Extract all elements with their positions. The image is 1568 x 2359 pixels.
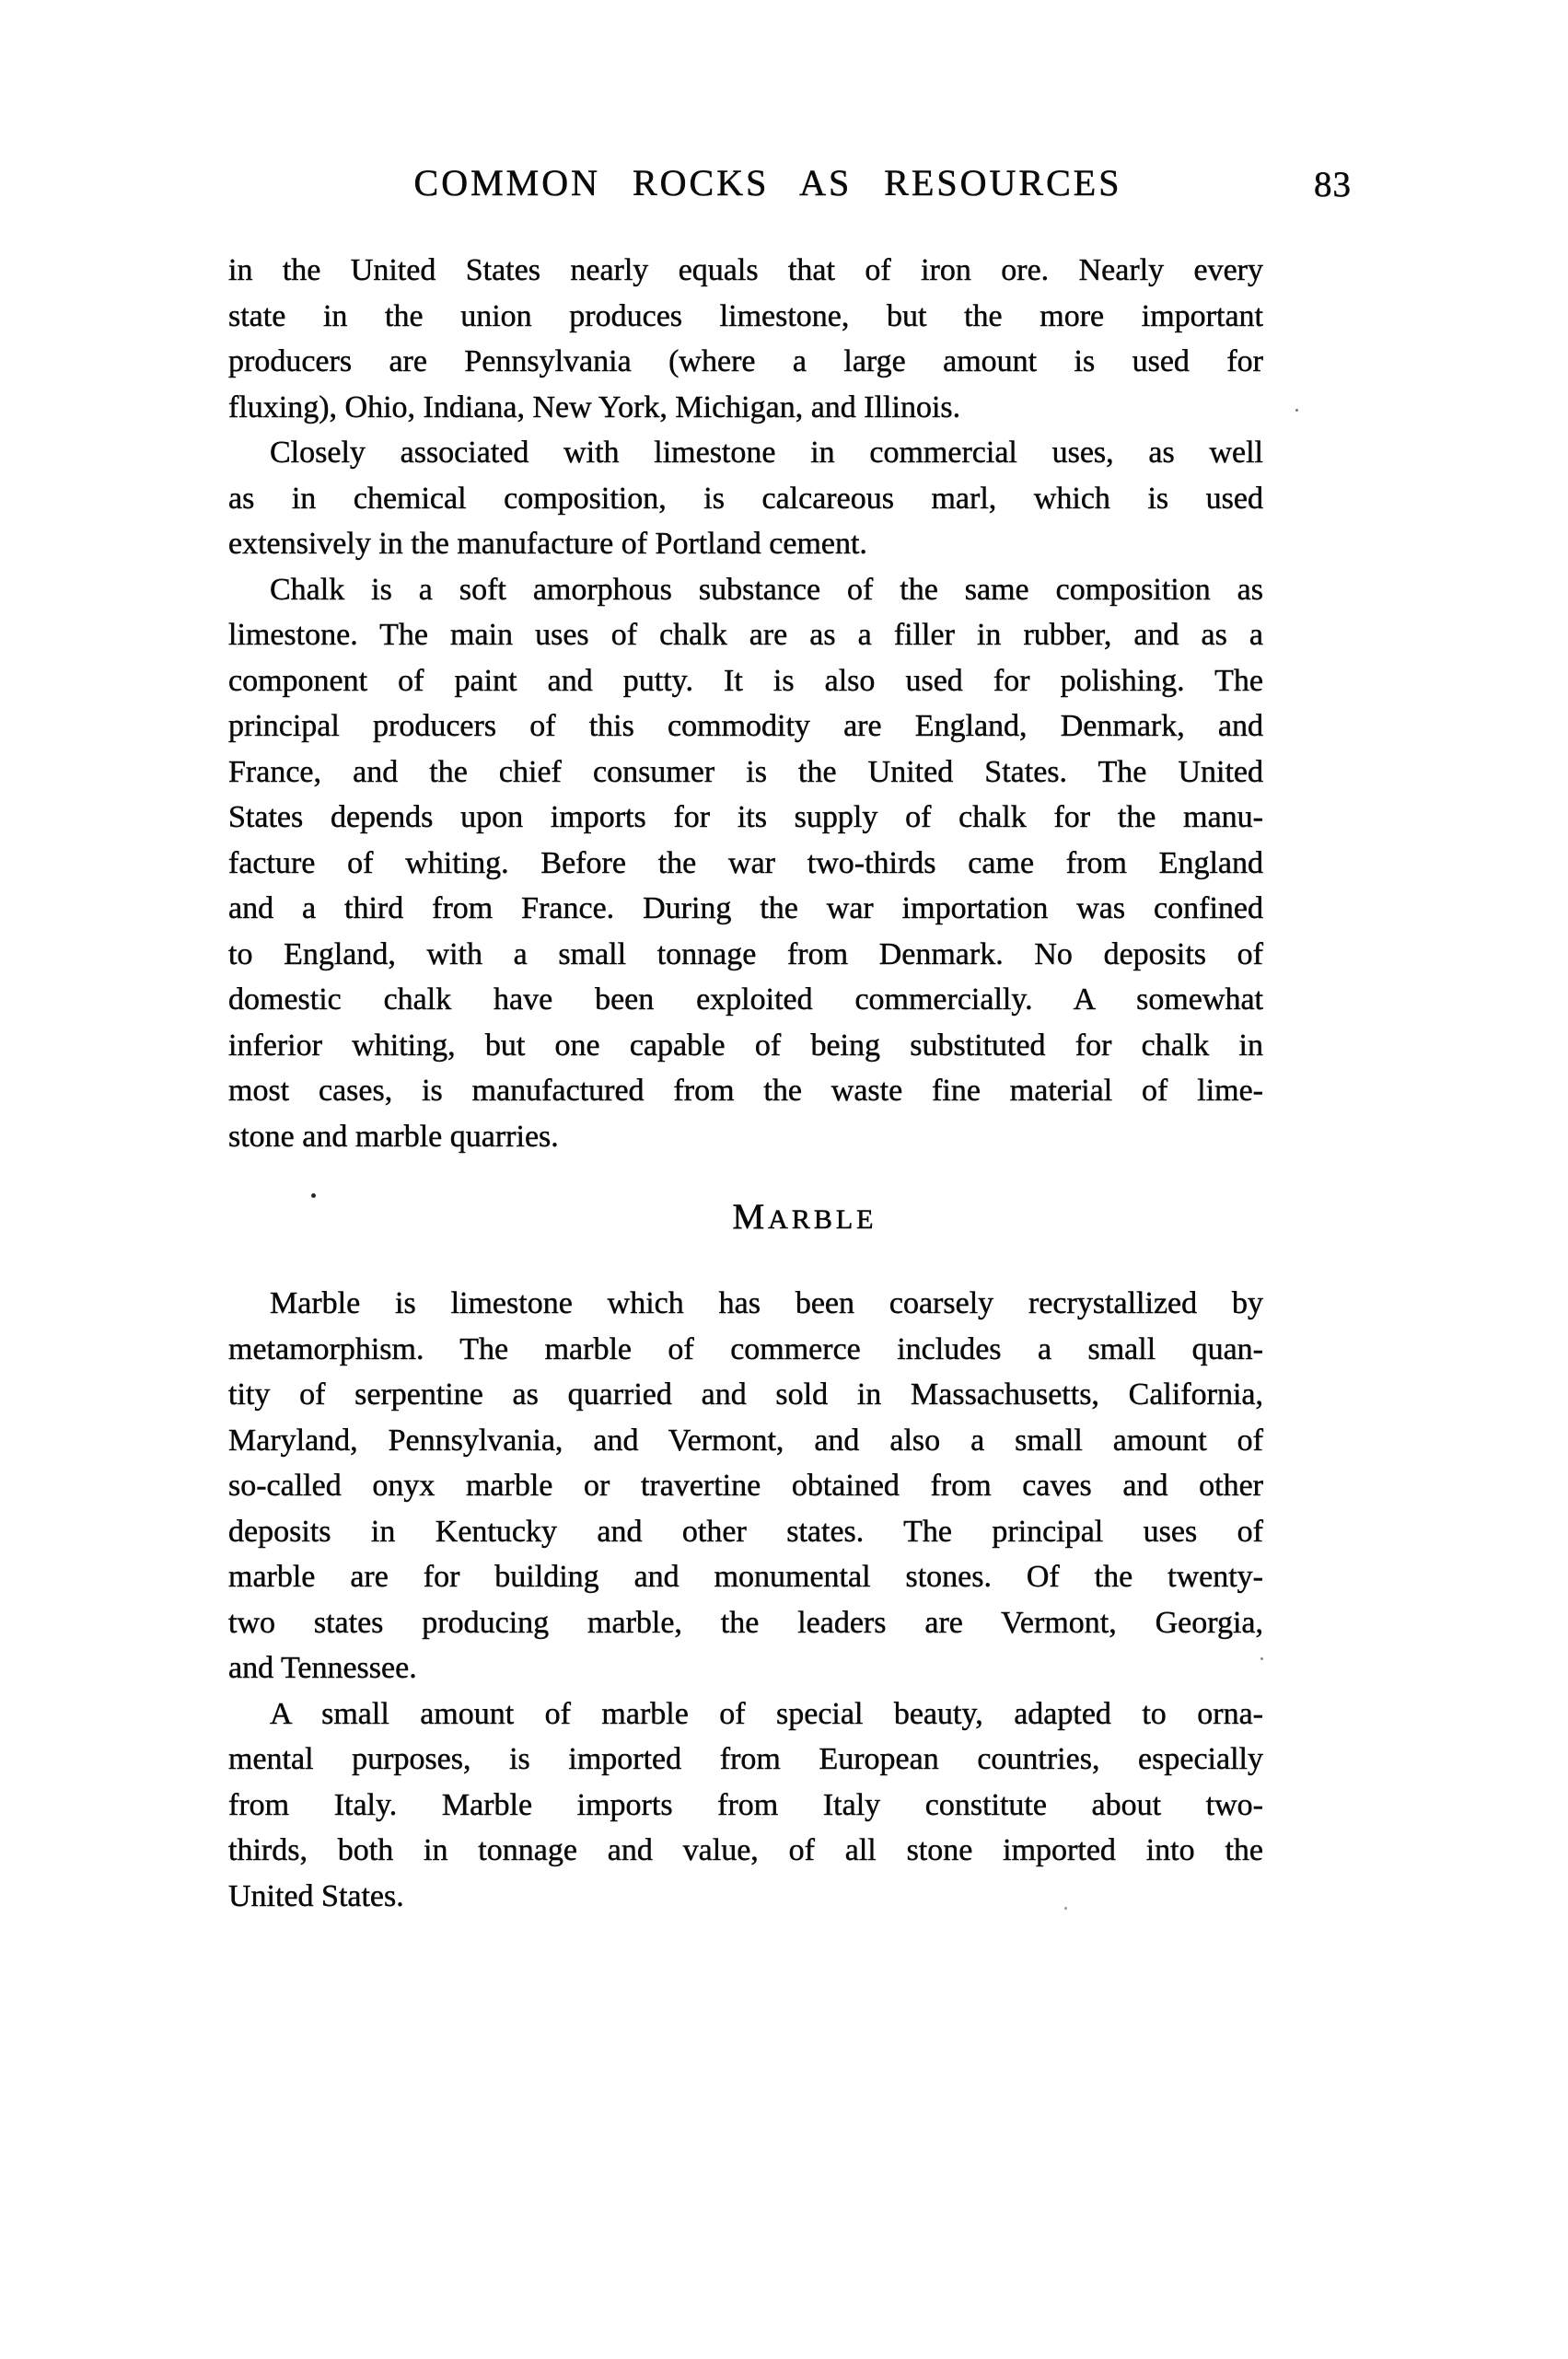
text-line: most cases, is manufactured from the waste fine material of lime-	[228, 1074, 1263, 1108]
text-line: domestic chalk have been exploited commercially. A somewhat	[228, 982, 1263, 1017]
text-line: Marble is limestone which has been coarsely recrystallized by	[270, 1286, 1263, 1320]
text-line: to England, with a small tonnage from Denmark. No deposits of	[228, 936, 1263, 971]
paragraph	[228, 248, 1263, 430]
text-line: producers are Pennsylvania (where a large amount is used for	[228, 344, 1263, 378]
text-line: in the United States nearly equals that of iron ore. Nearly every	[228, 253, 1263, 287]
text-column	[228, 248, 1263, 1919]
text-line: stone and marble quarries.	[228, 1119, 559, 1154]
text-line: thirds, both in tonnage and value, of all stone imported into the	[228, 1833, 1263, 1867]
text-line: from Italy. Marble imports from Italy constitute about two-	[228, 1787, 1263, 1822]
scan-speck	[1260, 1657, 1263, 1660]
text-line: deposits in Kentucky and other states. The principal uses of	[228, 1514, 1263, 1549]
text-line: component of paint and putty. It is also used for polishing. The	[228, 663, 1263, 698]
text-line: so-called onyx marble or travertine obtained from caves and other	[228, 1469, 1263, 1503]
paragraph	[228, 567, 1263, 1160]
paragraph	[228, 1691, 1263, 1920]
text-line: Maryland, Pennsylvania, and Vermont, and also a small amount of	[228, 1423, 1263, 1458]
section-heading-rest: ARBLE	[768, 1204, 877, 1235]
scan-speck	[311, 1193, 316, 1198]
text-line: principal producers of this commodity are England, Denmark, and	[228, 709, 1263, 743]
section-heading	[287, 1194, 1322, 1245]
text-line: and a third from France. During the war importation was confined	[228, 891, 1263, 925]
text-line: tity of serpentine as quarried and sold in Massachusetts, California,	[228, 1377, 1263, 1412]
text-line: France, and the chief consumer is the United States. The United	[228, 754, 1263, 789]
text-line: two states producing marble, the leaders are Vermont, Georgia,	[228, 1605, 1263, 1640]
text-line: limestone. The main uses of chalk are as a filler in rubber, and as a	[228, 618, 1263, 652]
scan-speck	[1295, 409, 1298, 412]
text-line: fluxing), Ohio, Indiana, New York, Michigan, and Illinois.	[228, 389, 961, 424]
text-line: United States.	[228, 1878, 404, 1913]
section-heading-initial: M	[732, 1197, 769, 1237]
text-line: extensively in the manufacture of Portland cement.	[228, 527, 867, 561]
text-line: marble are for building and monumental stones. Of the twenty-	[228, 1560, 1263, 1594]
scan-speck	[1064, 1907, 1067, 1910]
page-number: 83	[1314, 165, 1352, 204]
text-line: state in the union produces limestone, but the more important	[228, 298, 1263, 333]
text-line: A small amount of marble of special beauty, adapted to orna-	[270, 1696, 1263, 1731]
text-line: mental purposes, is imported from European countries, especially	[228, 1742, 1263, 1776]
text-line: Chalk is a soft amorphous substance of the same composition as	[270, 572, 1263, 607]
paragraph	[228, 1281, 1263, 1691]
running-header-title: COMMON ROCKS AS RESOURCES	[413, 162, 1122, 203]
text-line: metamorphism. The marble of commerce includes a small quan-	[228, 1331, 1263, 1366]
text-line: States depends upon imports for its supply of chalk for the manu-	[228, 800, 1263, 834]
text-line: Closely associated with limestone in commercial uses, as well	[270, 436, 1263, 470]
paragraph	[228, 430, 1263, 567]
text-line: inferior whiting, but one capable of being substituted for chalk in	[228, 1028, 1263, 1063]
text-line: facture of whiting. Before the war two-thirds came from England	[228, 845, 1263, 880]
text-line: as in chemical composition, is calcareous marl, which is used	[228, 481, 1263, 516]
text-line: and Tennessee.	[228, 1651, 417, 1685]
